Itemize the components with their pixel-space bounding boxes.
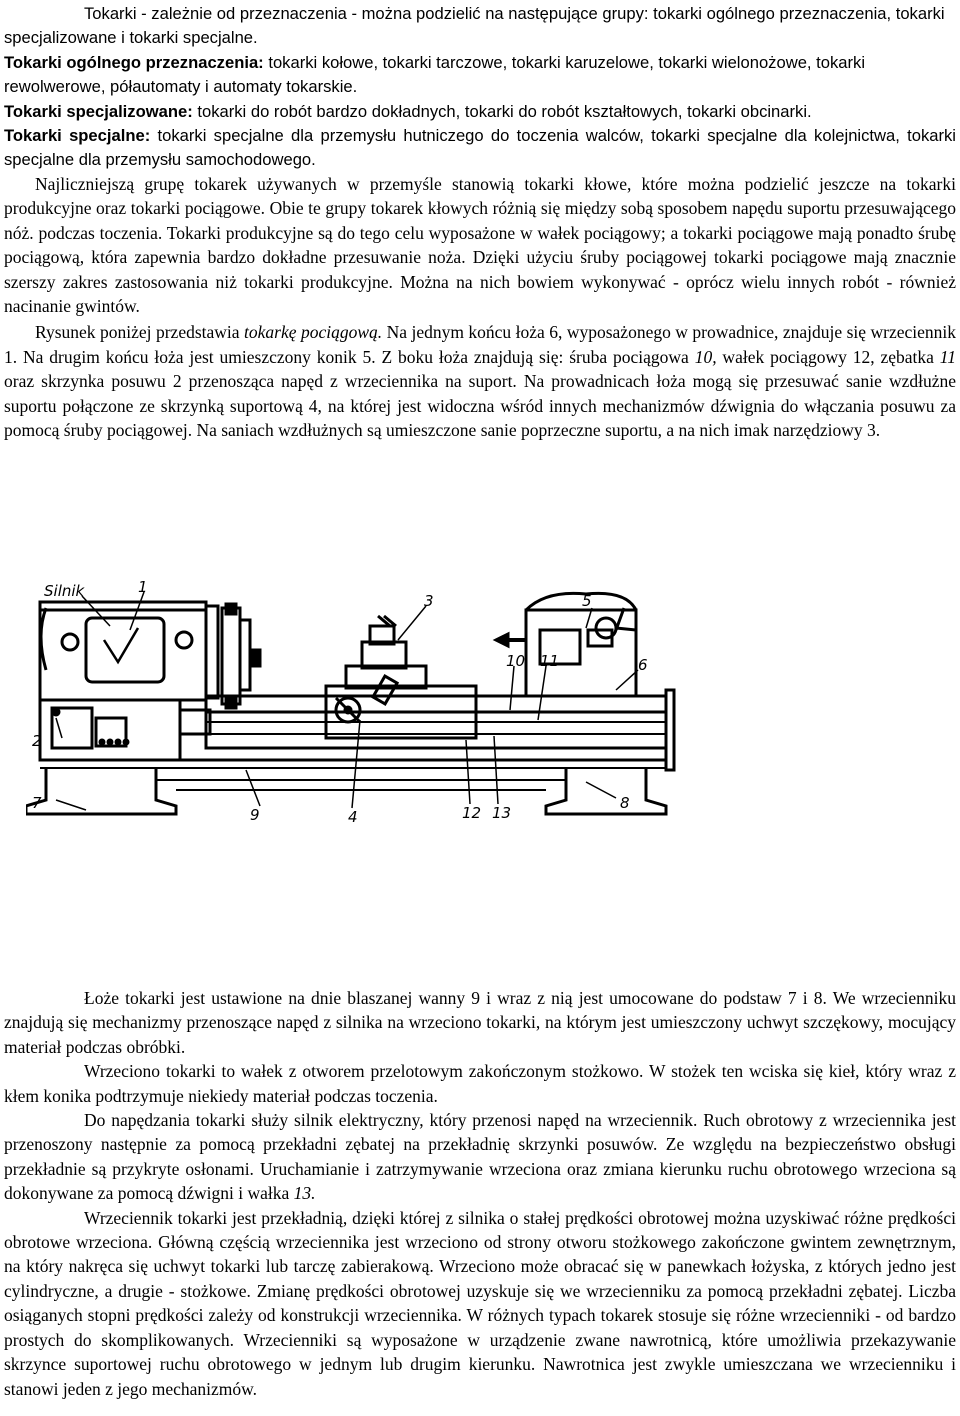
text-specialized: tokarki do robót bardzo dokładnych, tokarki do robót kształtowych, tokarki obcinarki. <box>192 101 812 121</box>
after-figure-section <box>4 986 956 1401</box>
paragraph-figure-description <box>4 320 956 442</box>
label-8: 8 <box>620 794 630 812</box>
text-special: tokarki specjalne dla przemysłu hutniczego do toczenia walców, tokarki specjalne dla kolejnictwa, tokarki specjalne dla przemysłu samochodowego. <box>4 126 956 170</box>
left-pedestal <box>26 768 176 814</box>
intro-paragraph-specialized <box>4 100 956 124</box>
label-13: 13 <box>492 804 512 822</box>
label-general-purpose: Tokarki ogólnego przeznaczenia: <box>4 52 264 72</box>
bed <box>206 712 666 748</box>
lathe-figure <box>26 570 960 860</box>
intro-paragraph-groups: Tokarki - zależnie od przeznaczenia - można podzielić na następujące grupy: tokarki ogólnego przeznaczenia, tokarki specjalizowane i tokarki specjalne. <box>4 4 945 48</box>
paragraph-lathe-groups: Najliczniejszą grupę tokarek używanych w przemyśle stanowią tokarki kłowe, które można podzielić jeszcze na tokarki produkcyjne oraz tokarki pociągowe. Obie te grupy tokarek kłowych różnią się między sobą sposobem napędu suportu przesuwającego nóż. podczas toczenia. Tokarki produkcyjne są do tego celu wyposażone w wałek pociągowy; a tokarki pociągowe mają ponadto śrubę pociągową, która zapewnia bardzo dokładne przesuwanie noża. Dzięki użyciu śruby pociągowej tokarki pociągowe mają znacznie szerszy zakres zastosowania niż tokarki produkcyjne. Można na nich bowiem wykonywać - oprócz wielu innych robót - również nacinanie gwintów. <box>4 174 956 317</box>
drive-text-em: 13. <box>293 1183 316 1204</box>
label-6: 6 <box>638 656 648 674</box>
label-7: 7 <box>32 794 42 812</box>
intro-section <box>4 2 956 173</box>
fig-desc-b: Na jednym końcu łoża 6, wyposażonego w prowadnice, znajduje się wrzeciennik 1. Na drugim końcu łoża jest umieszczony konik 5. Z boku łoża znajdują się: śruba pociągowa <box>4 322 956 367</box>
fig-desc-c-em: 11 <box>939 346 956 367</box>
label-5: 5 <box>582 592 592 610</box>
fig-desc-b-em: 10, <box>694 346 717 367</box>
label-special: Tokarki specjalne: <box>4 126 151 146</box>
chuck <box>222 608 240 704</box>
label-3: 3 <box>424 592 434 610</box>
label-9: 9 <box>250 806 260 824</box>
paragraph-drive <box>4 1108 956 1206</box>
fig-desc-c: wałek pociągowy 12, zębatka <box>716 346 940 367</box>
fig-desc-a-em: tokarkę pociągową. <box>244 322 383 343</box>
label-11: 11 <box>540 652 560 670</box>
label-specialized: Tokarki specjalizowane: <box>4 101 193 121</box>
intro-paragraph-general <box>4 51 956 100</box>
label-10: 10 <box>506 652 526 670</box>
fig-desc-d: oraz skrzynka posuwu 2 przenosząca napęd z wrzeciennika na suport. Na prowadnicach łoża mogą się przesuwać sanie wzdłużne suportu połączone ze skrzynką suportową 4, na której jest widoczna wśród innych mechanizmów dźwignia do włączania posuwu za pomocą śruby pociągowej. Na saniach wzdłużnych są umieszczone sanie poprzeczne suportu, a na nich imak narzędziowy 3. <box>4 371 956 441</box>
fig-desc-a: Rysunek poniżej przedstawia <box>35 322 245 343</box>
right-pedestal <box>546 768 666 814</box>
bed-top <box>206 696 666 712</box>
label-4: 4 <box>348 808 358 826</box>
label-silnik: Silnik <box>44 582 85 600</box>
lathe-drawing <box>26 570 960 860</box>
label-12: 12 <box>462 804 482 822</box>
intro-paragraph-special <box>4 124 956 173</box>
paragraph-headstock: Wrzeciennik tokarki jest przekładnią, dzięki której z silnika o stałej prędkości obrotowej można uzyskiwać różne prędkości obrotowe wrzeciona. Główną częścią wrzeciennika jest wrzeciono od strony otworu stożkowego zakończone gwintem zewnętrznym, na który nakręca się uchwyt tokarki lub tarczę zabierakową. Wrzeciono może obracać się w panewkach łożyska, z których jedno jest cylindryczne, a drugie - stożkowe. Zmianę prędkości obrotowej uzyskuje się we wrzecienniku za pomocą przekładni zębatej. Liczba osiąganych stopni prędkości zależy od konstrukcji wrzeciennika. W różnych typach tokarek stosuje się różne wrzecienniki - od bardzo prostych do skomplikowanych. Wrzecienniki są wyposażone w urządzenie zwane nawrotnicą, które umożliwia przekazywanie skrzynce suportowej ruchu obrotowego w jednym lub drugim kierunku. Nawrotnica jest zwykle umieszczana we wrzecienniku i stanowi jeden z jego mechanizmów. <box>4 1207 956 1399</box>
text-general-purpose: tokarki kołowe, tokarki tarczowe, tokarki karuzelowe, tokarki wielonożowe, tokarki rewolwerowe, półautomaty i automaty tokarskie. <box>4 52 866 97</box>
paragraph-bed: Łoże tokarki jest ustawione na dnie blaszanej wanny 9 i wraz z nią jest umocowane do podstaw 7 i 8. We wrzecienniku znajdują się mechanizmy przenoszące napęd z silnika na wrzeciono tokarki, na którym jest umieszczony uchwyt szczękowy, mocujący materiał podczas obróbki. <box>4 988 956 1057</box>
main-text-section <box>4 172 956 442</box>
label-1: 1 <box>138 578 148 596</box>
paragraph-spindle: Wrzeciono tokarki to wałek z otworem przelotowym zakończonym stożkowo. W stożek ten wciska się kieł, który wraz z kłem konika podtrzymuje niekiedy materiał podczas toczenia. <box>4 1061 956 1106</box>
drive-text: Do napędzania tokarki służy silnik elektryczny, który przenosi napęd na wrzeciennik. Ruch obrotowy z wrzeciennika jest przenoszony następnie za pomocą przekładni zębatej na przekładnię skrzynki posuwów. Ze względu na bezpieczeństwo obsługi przekładnie są przykryte osłonami. Uruchamianie i zatrzymywanie wrzeciona oraz zmiana kierunku ruchu obrotowego wrzeciona są dokonywane za pomocą dźwigni i wałka <box>4 1110 956 1204</box>
label-2: 2 <box>32 732 42 750</box>
